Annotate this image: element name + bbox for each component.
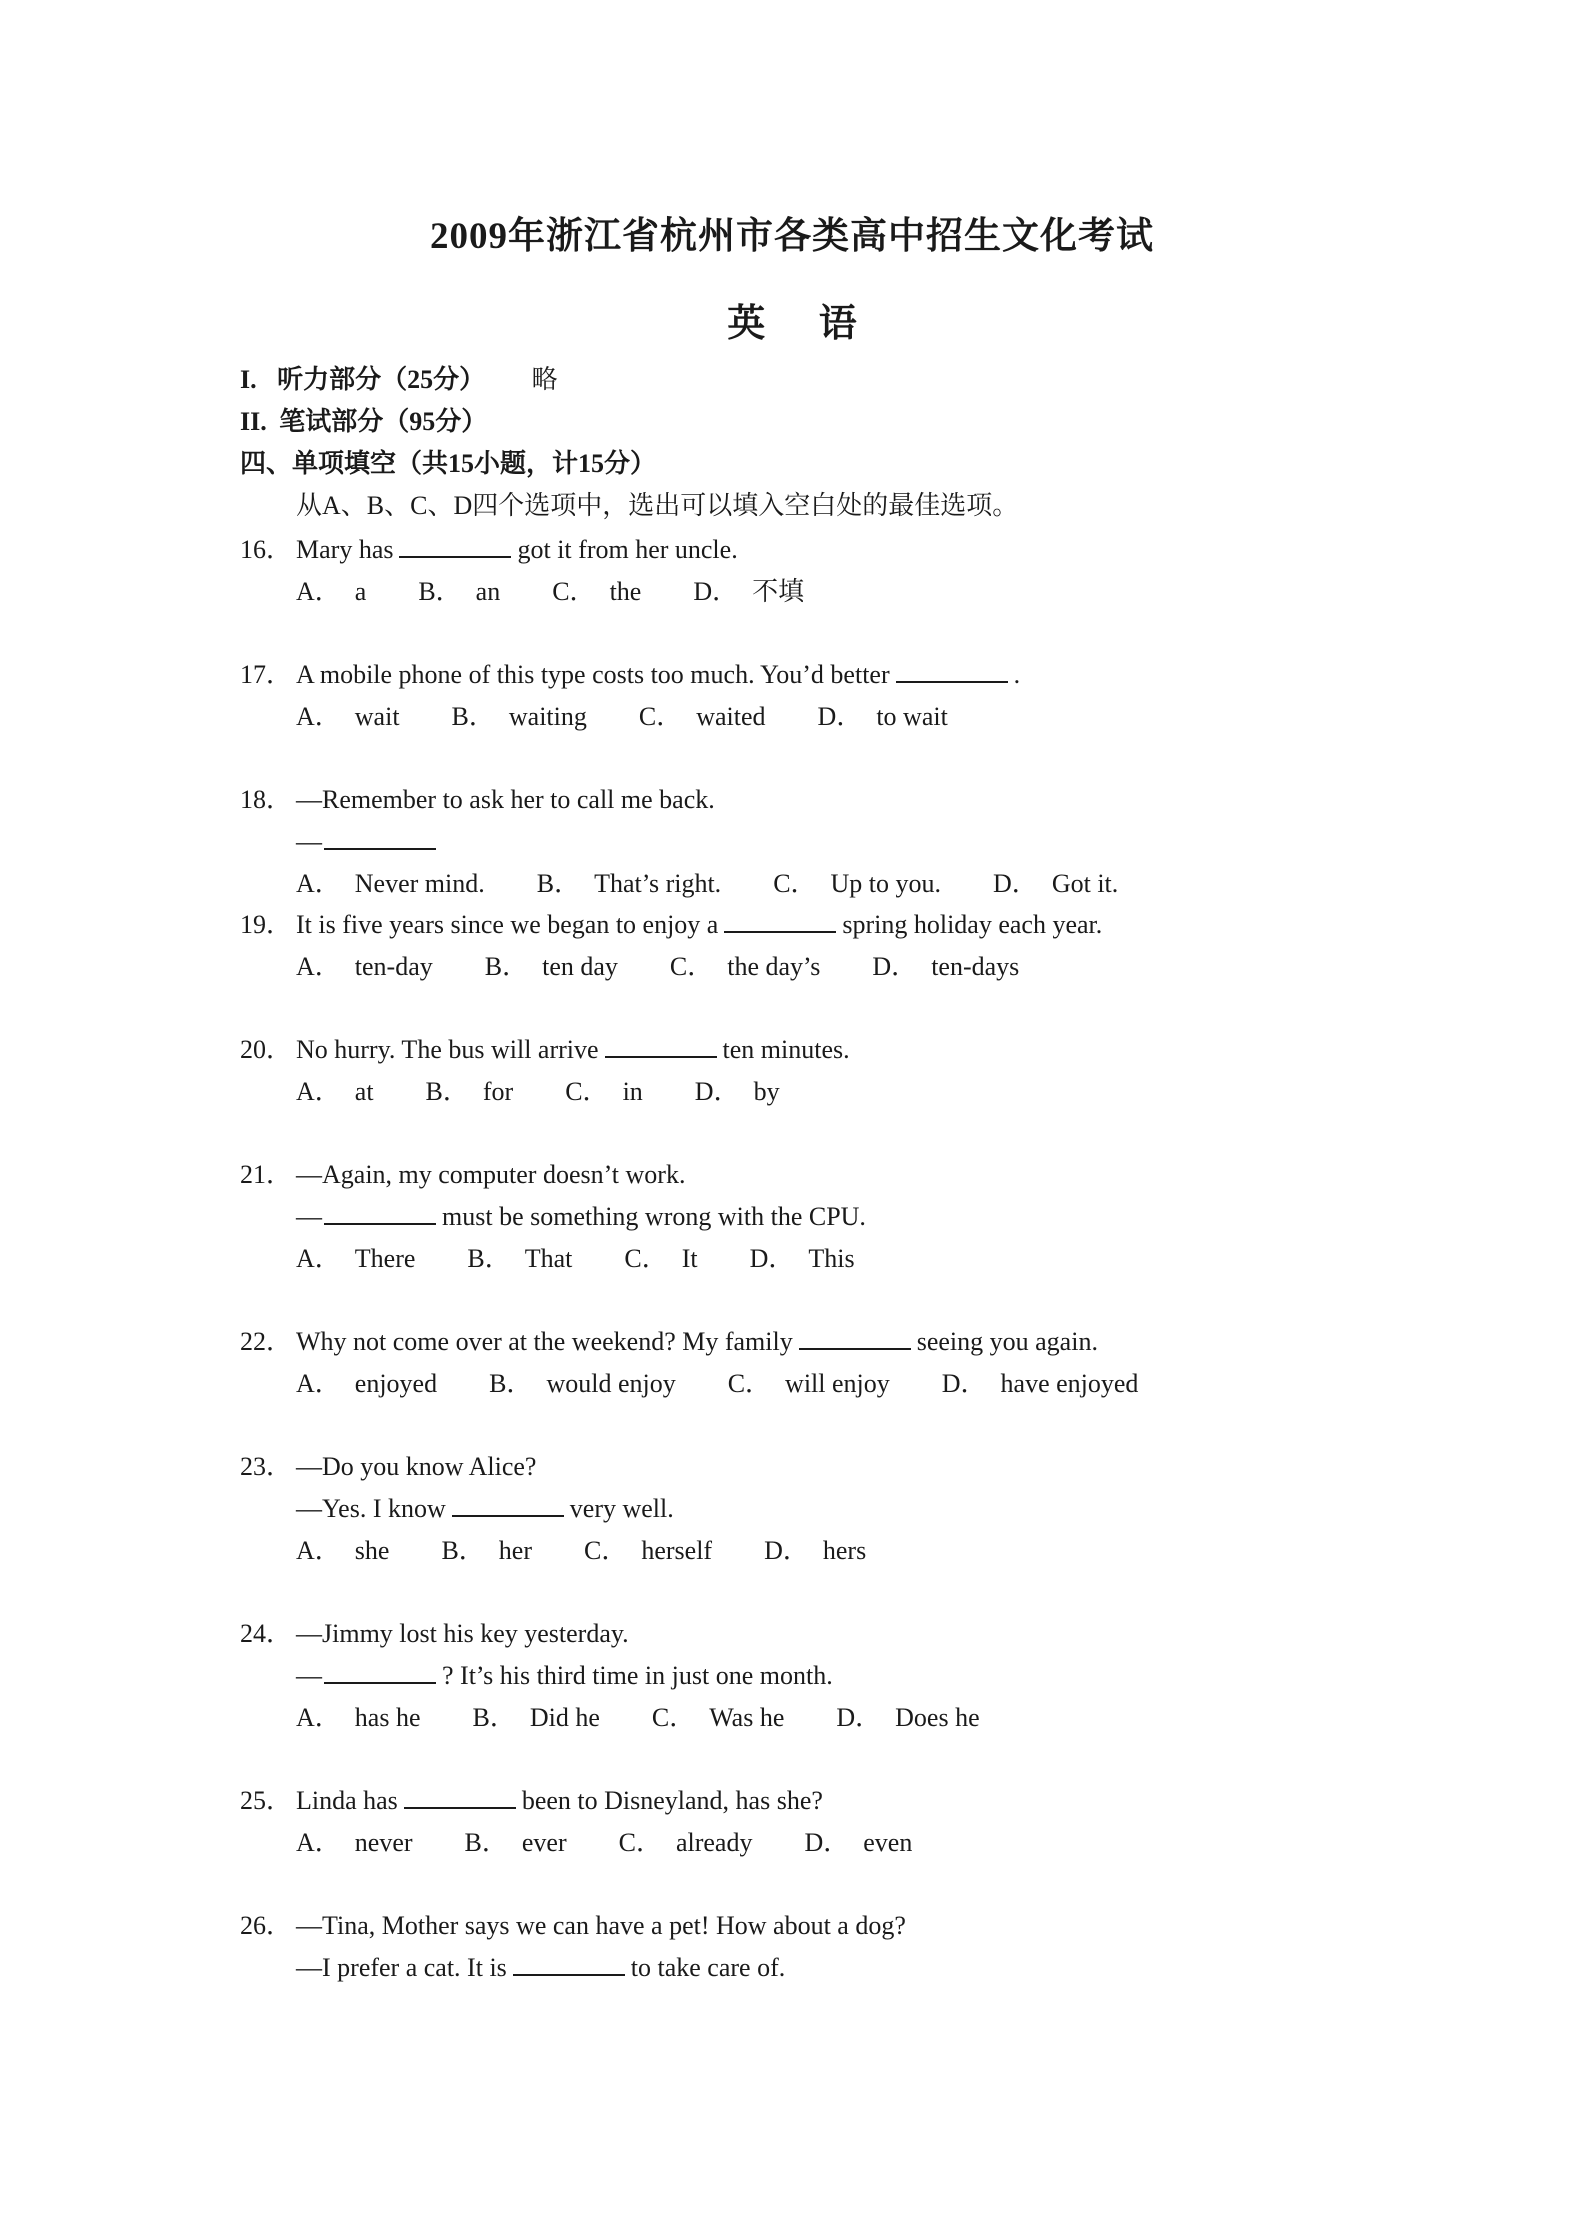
option-label: D． [941, 1369, 987, 1398]
answer-option [467, 1241, 572, 1277]
option-label: C． [638, 702, 683, 731]
answer-option [728, 1366, 890, 1402]
option-text: That’s right. [594, 869, 722, 898]
option-text: Was he [709, 1703, 785, 1732]
question-line [240, 1199, 866, 1235]
section-text: 听力部分（25分） [277, 365, 486, 394]
answer-blank [404, 1783, 516, 1809]
question-text: Mary has [296, 535, 394, 564]
answer-blank [324, 1199, 436, 1225]
option-text: for [482, 1077, 514, 1106]
answer-option [773, 866, 941, 902]
option-label: C． [618, 1828, 662, 1857]
question-line [240, 1616, 629, 1652]
answer-option [296, 1074, 374, 1110]
option-label: B． [536, 869, 581, 898]
options-row [296, 1074, 832, 1110]
question-number: 21． [240, 1160, 293, 1189]
option-label: B． [472, 1703, 516, 1732]
question-text: — [296, 1661, 322, 1690]
option-text: herself [641, 1536, 713, 1565]
question-text: . [1013, 660, 1021, 689]
answer-option [619, 1825, 753, 1861]
option-label: A． [296, 1077, 341, 1106]
question-text: seeing you again. [916, 1327, 1098, 1356]
question-text: —Jimmy lost his key yesterday. [296, 1619, 629, 1648]
option-label: D． [764, 1536, 809, 1565]
options-row [296, 1533, 918, 1569]
question-line [240, 824, 442, 860]
answer-blank [324, 824, 436, 850]
option-label: B． [441, 1536, 485, 1565]
question-text: ? It’s his third time in just one month. [442, 1661, 833, 1690]
answer-blank [513, 1950, 625, 1976]
option-label: A． [296, 952, 341, 981]
option-label: C． [624, 1244, 668, 1273]
option-text: ten-day [354, 952, 433, 981]
option-label: D． [694, 1077, 740, 1106]
question-text: — [296, 1202, 322, 1231]
section-note: 略 [531, 365, 558, 394]
answer-option [624, 1241, 697, 1277]
option-text: already [675, 1828, 753, 1857]
option-text: 不填 [752, 577, 805, 606]
option-text: will enjoy [785, 1369, 890, 1398]
answer-option [489, 1366, 676, 1402]
option-text: Up to you. [830, 869, 942, 898]
answer-blank [724, 907, 836, 933]
question-line [240, 1950, 785, 1986]
option-text: Did he [529, 1703, 600, 1732]
option-text: an [475, 577, 501, 606]
option-label: C． [552, 577, 596, 606]
option-text: There [354, 1244, 416, 1273]
question-text: Why not come over at the weekend? My family [296, 1327, 793, 1356]
option-label: A． [296, 1828, 341, 1857]
answer-option [764, 1533, 866, 1569]
answer-option [296, 699, 400, 735]
answer-blank [452, 1491, 564, 1517]
answer-blank [799, 1324, 911, 1350]
option-text: ten day [542, 952, 618, 981]
question-line [240, 1324, 1098, 1360]
answer-option [452, 699, 587, 735]
options-row [296, 1366, 1190, 1402]
option-label: C． [727, 1369, 772, 1398]
options-row [296, 866, 1170, 902]
answer-option [426, 1074, 514, 1110]
option-label: D． [817, 702, 863, 731]
question-number: 25． [240, 1786, 293, 1815]
question-line [240, 657, 1020, 693]
options-row [296, 1825, 964, 1861]
question-line [240, 782, 715, 818]
option-label: B． [464, 1828, 508, 1857]
answer-option [872, 949, 1019, 985]
option-label: C． [773, 869, 817, 898]
option-text: a [354, 577, 367, 606]
answer-option [942, 1366, 1139, 1402]
answer-option [565, 1074, 643, 1110]
option-label: C． [584, 1536, 628, 1565]
option-label: A． [296, 1244, 341, 1273]
question-text: Linda has [296, 1786, 398, 1815]
section-label: I. [240, 365, 257, 394]
question-text: —Tina, Mother says we can have a pet! How about a dog? [296, 1911, 906, 1940]
option-label: B． [489, 1369, 533, 1398]
option-text: even [863, 1828, 913, 1857]
question-line [240, 907, 1102, 943]
exam-title: 2009年浙江省杭州市各类高中招生文化考试 [430, 216, 1154, 257]
answer-option [418, 574, 500, 610]
answer-option [296, 866, 485, 902]
option-text: This [808, 1244, 855, 1273]
option-label: A． [296, 577, 341, 606]
option-label: C． [669, 952, 714, 981]
section-writing [240, 404, 487, 440]
question-text: —I prefer a cat. It is [296, 1953, 507, 1982]
options-row [296, 574, 856, 610]
question-line [240, 1783, 823, 1819]
question-text: to take care of. [630, 1953, 786, 1982]
option-text: enjoyed [354, 1369, 438, 1398]
question-line [240, 1449, 536, 1485]
instruction-text: 从A、B、C、D四个选项中，选出可以填入空白处的最佳选项。 [296, 491, 1019, 520]
question-number: 26． [240, 1911, 293, 1940]
option-text: ever [521, 1828, 567, 1857]
answer-option [804, 1825, 912, 1861]
question-number: 22． [240, 1327, 293, 1356]
question-text: got it from her uncle. [517, 535, 738, 564]
answer-option [296, 574, 366, 610]
option-text: would enjoy [546, 1369, 676, 1398]
question-number: 18． [240, 785, 293, 814]
answer-blank [605, 1032, 717, 1058]
subject-heading [0, 292, 1584, 347]
question-number: 24． [240, 1619, 293, 1648]
option-text: to wait [876, 702, 948, 731]
option-label: B． [484, 952, 529, 981]
option-text: have enjoyed [1000, 1369, 1139, 1398]
option-text: wait [354, 702, 400, 731]
option-label: D． [836, 1703, 882, 1732]
answer-blank [399, 532, 511, 558]
option-label: A． [296, 1369, 341, 1398]
question-number: 20． [240, 1035, 293, 1064]
option-text: Does he [895, 1703, 980, 1732]
option-label: A． [296, 1703, 341, 1732]
subject-char: 语 [818, 303, 857, 345]
option-label: C． [651, 1703, 696, 1732]
option-label: B． [425, 1077, 469, 1106]
option-label: B． [467, 1244, 511, 1273]
option-label: D． [804, 1828, 850, 1857]
question-number: 19． [240, 910, 293, 939]
option-text: Never mind. [354, 869, 485, 898]
option-text: That [524, 1244, 573, 1273]
answer-option [296, 1700, 420, 1736]
answer-option [485, 949, 618, 985]
answer-option [695, 1074, 780, 1110]
option-label: B． [418, 577, 462, 606]
answer-option [472, 1700, 599, 1736]
question-text: — [296, 827, 322, 856]
answer-option [296, 1241, 415, 1277]
question-text: —Remember to ask her to call me back. [296, 785, 715, 814]
option-label: D． [993, 869, 1038, 898]
answer-option [584, 1533, 712, 1569]
option-text: never [354, 1828, 413, 1857]
option-text: by [753, 1077, 780, 1106]
option-text: at [354, 1077, 374, 1106]
question-number: 17． [240, 660, 293, 689]
question-line [240, 1032, 850, 1068]
option-label: D． [749, 1244, 795, 1273]
section-part4: 四、单项填空（共15小题，计15分） [240, 449, 657, 478]
question-line [240, 532, 738, 568]
answer-option [639, 699, 766, 735]
option-label: D． [872, 952, 918, 981]
question-text: —Do you know Alice? [296, 1452, 537, 1481]
question-line [240, 1157, 685, 1193]
option-label: B． [451, 702, 495, 731]
answer-option [465, 1825, 567, 1861]
option-text: ten-days [931, 952, 1020, 981]
question-number: 23． [240, 1452, 293, 1481]
question-text: been to Disneyland, has she? [521, 1786, 823, 1815]
answer-option [818, 699, 948, 735]
option-text: waited [696, 702, 766, 731]
answer-blank [324, 1658, 436, 1684]
answer-option [296, 1366, 437, 1402]
section-listening [240, 362, 558, 398]
answer-option [537, 866, 721, 902]
question-line [240, 1491, 674, 1527]
question-text: A mobile phone of this type costs too much. You’d better [296, 660, 890, 689]
answer-option [296, 949, 433, 985]
answer-option [552, 574, 641, 610]
question-line [240, 1908, 906, 1944]
question-number: 16． [240, 535, 293, 564]
question-line [240, 1658, 833, 1694]
section-label: II. [240, 407, 267, 436]
option-text: has he [354, 1703, 421, 1732]
question-text: No hurry. The bus will arrive [296, 1035, 599, 1064]
answer-option [296, 1533, 389, 1569]
option-text: in [622, 1077, 643, 1106]
option-text: Got it. [1051, 869, 1119, 898]
question-text: —Again, my computer doesn’t work. [296, 1160, 686, 1189]
option-text: It [681, 1244, 698, 1273]
options-row [296, 699, 1000, 735]
answer-option [670, 949, 821, 985]
question-text: must be something wrong with the CPU. [442, 1202, 866, 1231]
answer-blank [896, 657, 1008, 683]
option-text: the [609, 577, 642, 606]
options-row [296, 1700, 1032, 1736]
answer-option [296, 1825, 413, 1861]
option-text: the day’s [727, 952, 821, 981]
option-label: A． [296, 869, 341, 898]
question-text: ten minutes. [722, 1035, 850, 1064]
answer-option [441, 1533, 532, 1569]
option-label: C． [565, 1077, 609, 1106]
answer-option [993, 866, 1118, 902]
question-text: very well. [569, 1494, 674, 1523]
option-label: A． [296, 1536, 341, 1565]
answer-option [693, 574, 804, 610]
answer-option [652, 1700, 785, 1736]
option-label: D． [693, 577, 739, 606]
option-text: her [498, 1536, 532, 1565]
answer-option [836, 1700, 979, 1736]
option-text: she [354, 1536, 390, 1565]
option-text: waiting [508, 702, 587, 731]
question-text: —Yes. I know [296, 1494, 446, 1523]
option-text: hers [822, 1536, 867, 1565]
section-text: 笔试部分（95分） [279, 407, 488, 436]
subject-char: 英 [727, 303, 766, 345]
option-label: A． [296, 702, 341, 731]
options-row [296, 949, 1071, 985]
options-row [296, 1241, 907, 1277]
question-text: It is five years since we began to enjoy a [296, 910, 719, 939]
answer-option [750, 1241, 855, 1277]
question-text: spring holiday each year. [842, 910, 1103, 939]
